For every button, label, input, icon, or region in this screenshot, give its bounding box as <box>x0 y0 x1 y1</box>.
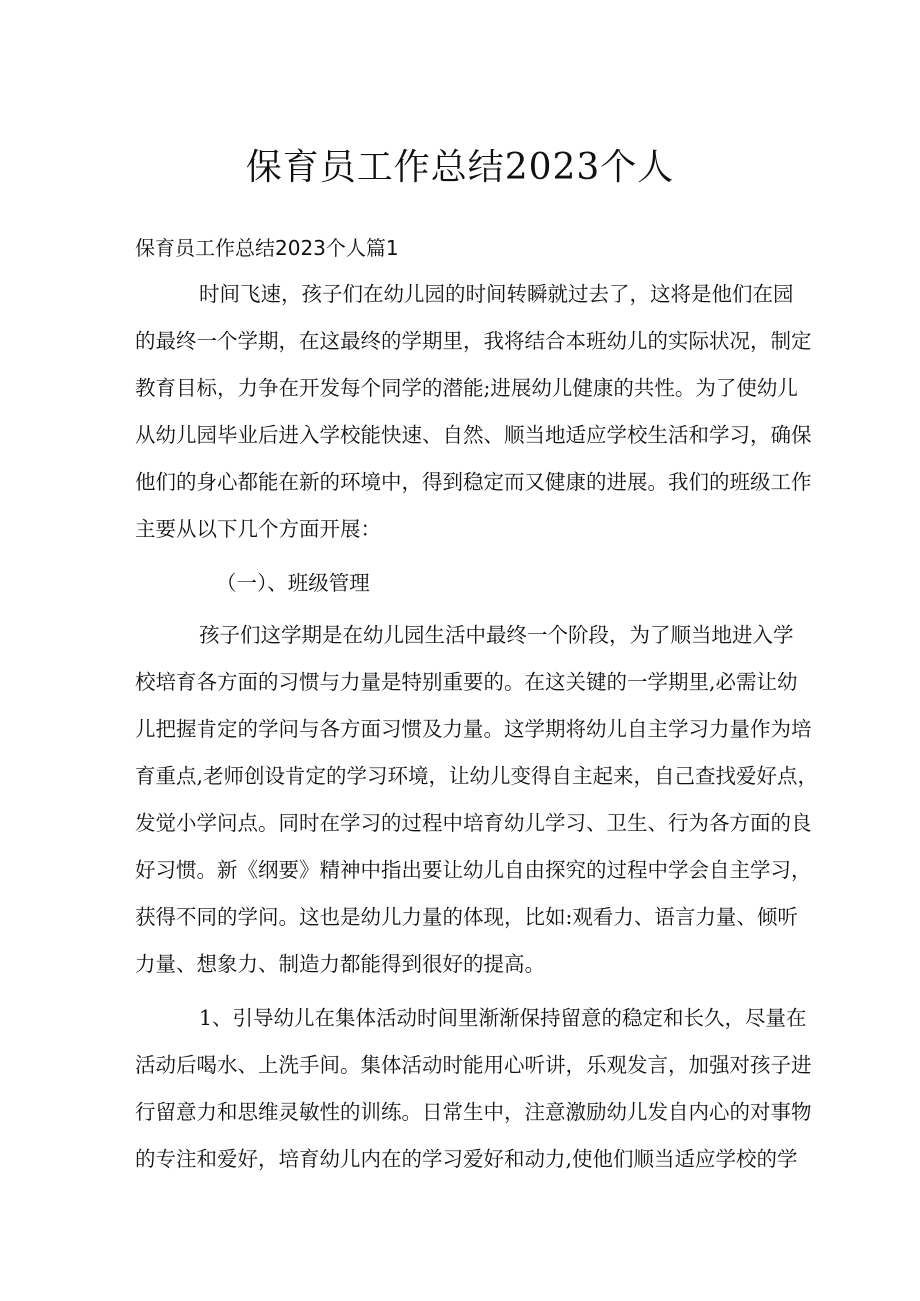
paragraph-line: 他们的身心都能在新的环境中，得到稳定而又健康的进展。我们的班级工作 <box>135 470 812 494</box>
paragraph-line: 好习惯。新《纲要》精神中指出要让幼儿自由探究的过程中学会自主学习， <box>135 858 812 882</box>
paragraph-line: 主要从以下几个方面开展： <box>135 517 381 541</box>
paragraph-line: 获得不同的学问。这也是幼儿力量的体现，比如:观看力、语言力量、倾听 <box>135 905 798 929</box>
paragraph-line: 孩子们这学期是在幼儿园生活中最终一个阶段，为了顺当地进入学 <box>199 623 794 647</box>
paragraph-line: 发觉小学问点。同时在学习的过程中培育幼儿学习、卫生、行为各方面的良 <box>135 811 812 835</box>
subsection-heading: （一）、班级管理 <box>216 571 370 595</box>
paragraph-line: 的最终一个学期，在这最终的学期里，我将结合本班幼儿的实际状况，制定 <box>135 329 812 353</box>
paragraph-line: 儿把握肯定的学问与各方面习惯及力量。这学期将幼儿自主学习力量作为培 <box>135 717 812 741</box>
paragraph-line: 活动后喝水、上洗手间。集体活动时能用心听讲，乐观发言，加强对孩子进 <box>135 1053 812 1077</box>
paragraph-line: 校培育各方面的习惯与力量是特别重要的。在这关键的一学期里,必需让幼 <box>135 670 798 694</box>
paragraph-line: 教育目标，力争在开发每个同学的潜能;进展幼儿健康的共性。为了使幼儿 <box>135 376 798 400</box>
document-title: 保育员工作总结2023个人 <box>245 147 675 188</box>
paragraph-line: 的专注和爱好，培育幼儿内在的学习爱好和动力,使他们顺当适应学校的学 <box>135 1147 798 1171</box>
section-heading: 保育员工作总结2023个人篇1 <box>135 236 399 260</box>
paragraph-line: 从幼儿园毕业后进入学校能快速、自然、顺当地适应学校生活和学习，确保 <box>135 423 812 447</box>
paragraph-line: 力量、想象力、制造力都能得到很好的提高。 <box>135 952 545 976</box>
paragraph-line: 行留意力和思维灵敏性的训练。日常生中，注意激励幼儿发自内心的对事物 <box>135 1100 812 1124</box>
paragraph-line: 时间飞速，孩子们在幼儿园的时间转瞬就过去了，这将是他们在园 <box>199 282 794 306</box>
paragraph-line: 1、引导幼儿在集体活动时间里渐渐保持留意的稳定和长久，尽量在 <box>199 1006 807 1030</box>
paragraph-line: 育重点,老师创设肯定的学习环境，让幼儿变得自主起来，自己查找爱好点， <box>135 764 819 788</box>
